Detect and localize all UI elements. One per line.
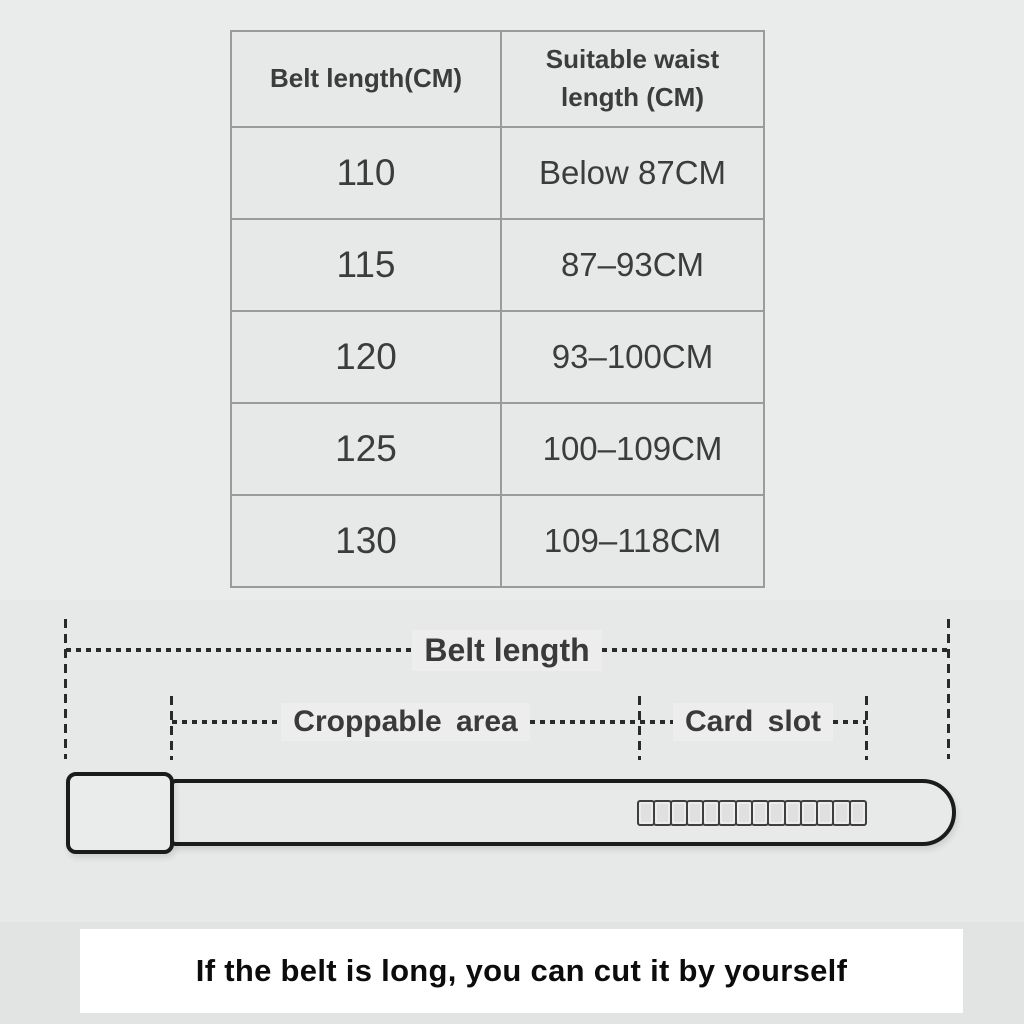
dashed-line [172, 720, 281, 724]
footer-note-text: If the belt is long, you can cut it by yourself [195, 953, 848, 988]
table-row [231, 127, 764, 219]
card-slot-label: Card slot [673, 703, 833, 741]
card-slot-cell [767, 800, 785, 826]
card-slot-cell [849, 800, 867, 826]
col-header-waist-length: Suitable waist length (CM) [501, 31, 764, 127]
table-row [231, 219, 764, 311]
waist-length-cell: 109–118CM [501, 495, 764, 587]
belt-length-cell: 120 [231, 311, 501, 403]
dashed-line [66, 648, 412, 652]
croppable-area-label: Croppable area [281, 703, 529, 741]
belt-size-table [230, 30, 765, 588]
croppable-area-measure [172, 702, 639, 742]
waist-length-cell: Below 87CM [501, 127, 764, 219]
dashed-line [833, 720, 866, 724]
table-row [231, 403, 764, 495]
waist-length-cell: 100–109CM [501, 403, 764, 495]
table-header-row [231, 31, 764, 127]
card-slot-measure [640, 702, 866, 742]
belt-length-measure [66, 630, 948, 670]
waist-length-cell: 93–100CM [501, 311, 764, 403]
table-row [231, 495, 764, 587]
waist-length-cell: 87–93CM [501, 219, 764, 311]
card-slot-cell [653, 800, 671, 826]
dashed-line [640, 720, 673, 724]
belt-length-cell: 115 [231, 219, 501, 311]
belt-length-cell: 125 [231, 403, 501, 495]
dashed-line [530, 720, 639, 724]
card-slot-cell [832, 800, 850, 826]
belt-length-cell: 130 [231, 495, 501, 587]
belt-length-label: Belt length [412, 630, 601, 671]
card-slot-track [637, 800, 867, 826]
belt-length-cell: 110 [231, 127, 501, 219]
table-row [231, 311, 764, 403]
col-header-belt-length: Belt length(CM) [231, 31, 501, 127]
dashed-line [602, 648, 948, 652]
belt-buckle-outline [66, 772, 174, 854]
footer-note-card [80, 929, 963, 1013]
card-slot-cell [718, 800, 736, 826]
